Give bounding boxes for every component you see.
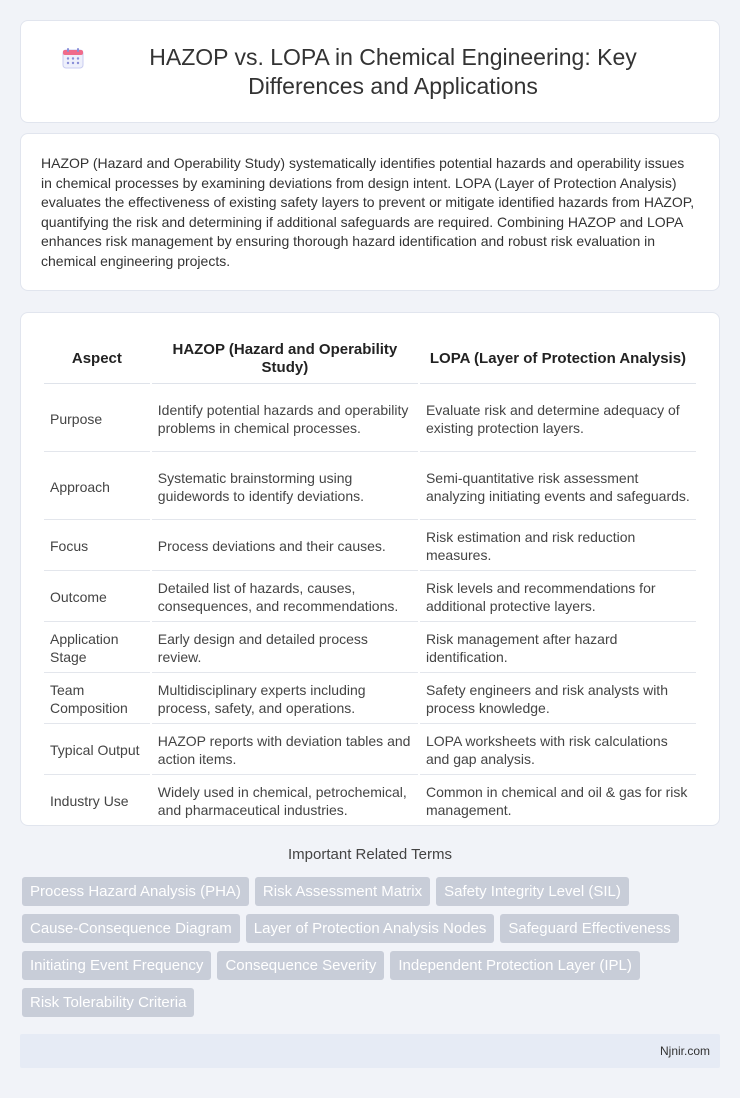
- cell-aspect: Industry Use: [44, 777, 150, 826]
- footer: [20, 1034, 720, 1068]
- title-wrap: [21, 21, 719, 122]
- table-row: [44, 777, 696, 826]
- table-row: [44, 522, 696, 571]
- table-row: [44, 624, 696, 673]
- cell-lopa: Evaluate risk and determine adequacy of existing protection layers.: [420, 386, 696, 452]
- related-term-tag[interactable]: Risk Assessment Matrix: [255, 877, 430, 906]
- table-header-row: [44, 335, 696, 384]
- cell-aspect: Typical Output: [44, 726, 150, 775]
- cell-hazop: Multidisciplinary experts including process, safety, and operations.: [152, 675, 418, 724]
- cell-hazop: Detailed list of hazards, causes, consequences, and recommendations.: [152, 573, 418, 622]
- intro-paragraph: HAZOP (Hazard and Operability Study) systematically identifies potential hazards and operability issues in chemical processes by examining deviations from design intent. LOPA (Layer of Protection Analysis) evaluates the effectiveness of existing safety layers to prevent or mitigate identified hazards from HAZOP, quantifying the risk and determining if additional safeguards are required. Combining HAZOP and LOPA enhances risk management by ensuring thorough hazard identification and robust risk evaluation in chemical engineering projects.: [41, 155, 695, 269]
- header-lopa: LOPA (Layer of Protection Analysis): [420, 335, 696, 384]
- cell-lopa: Risk estimation and risk reduction measures.: [420, 522, 696, 571]
- header-hazop: HAZOP (Hazard and Operability Study): [152, 335, 418, 384]
- table-row: [44, 573, 696, 622]
- cell-hazop: Widely used in chemical, petrochemical, and pharmaceutical industries.: [152, 777, 418, 826]
- comparison-table: [42, 333, 698, 828]
- header-aspect: Aspect: [44, 335, 150, 384]
- related-terms-heading: Important Related Terms: [288, 846, 452, 863]
- cell-hazop: HAZOP reports with deviation tables and action items.: [152, 726, 418, 775]
- related-terms-list: [22, 877, 722, 1017]
- related-term-tag[interactable]: Risk Tolerability Criteria: [22, 988, 194, 1017]
- table-row: [44, 726, 696, 775]
- page-title: HAZOP vs. LOPA in Chemical Engineering: Key Differences and Applications: [149, 43, 637, 99]
- cell-aspect: Purpose: [44, 386, 150, 452]
- related-term-tag[interactable]: Process Hazard Analysis (PHA): [22, 877, 249, 906]
- cell-aspect: Focus: [44, 522, 150, 571]
- table-row: [44, 386, 696, 452]
- cell-aspect: Team Composition: [44, 675, 150, 724]
- table-row: [44, 675, 696, 724]
- related-term-tag[interactable]: Cause-Consequence Diagram: [22, 914, 240, 943]
- related-term-tag[interactable]: Layer of Protection Analysis Nodes: [246, 914, 495, 943]
- related-term-tag[interactable]: Independent Protection Layer (IPL): [390, 951, 639, 980]
- cell-hazop: Identify potential hazards and operability problems in chemical processes.: [152, 386, 418, 452]
- related-term-tag[interactable]: Initiating Event Frequency: [22, 951, 211, 980]
- calendar-icon: [61, 46, 85, 70]
- cell-hazop: Early design and detailed process review.: [152, 624, 418, 673]
- cell-lopa: Common in chemical and oil & gas for risk management.: [420, 777, 696, 826]
- cell-lopa: Risk levels and recommendations for additional protective layers.: [420, 573, 696, 622]
- table-row: [44, 454, 696, 520]
- cell-lopa: LOPA worksheets with risk calculations and gap analysis.: [420, 726, 696, 775]
- cell-hazop: Systematic brainstorming using guidewords to identify deviations.: [152, 454, 418, 520]
- cell-aspect: Application Stage: [44, 624, 150, 673]
- intro-card: [20, 133, 720, 291]
- cell-aspect: Approach: [44, 454, 150, 520]
- cell-lopa: Semi-quantitative risk assessment analyzing initiating events and safeguards.: [420, 454, 696, 520]
- related-term-tag[interactable]: Consequence Severity: [217, 951, 384, 980]
- cell-lopa: Risk management after hazard identification.: [420, 624, 696, 673]
- footer-site-link[interactable]: Njnir.com: [659, 1044, 710, 1058]
- cell-lopa: Safety engineers and risk analysts with process knowledge.: [420, 675, 696, 724]
- cell-hazop: Process deviations and their causes.: [152, 522, 418, 571]
- cell-aspect: Outcome: [44, 573, 150, 622]
- related-term-tag[interactable]: Safeguard Effectiveness: [500, 914, 678, 943]
- comparison-card: [20, 312, 720, 826]
- related-term-tag[interactable]: Safety Integrity Level (SIL): [436, 877, 629, 906]
- title-card: [20, 20, 720, 123]
